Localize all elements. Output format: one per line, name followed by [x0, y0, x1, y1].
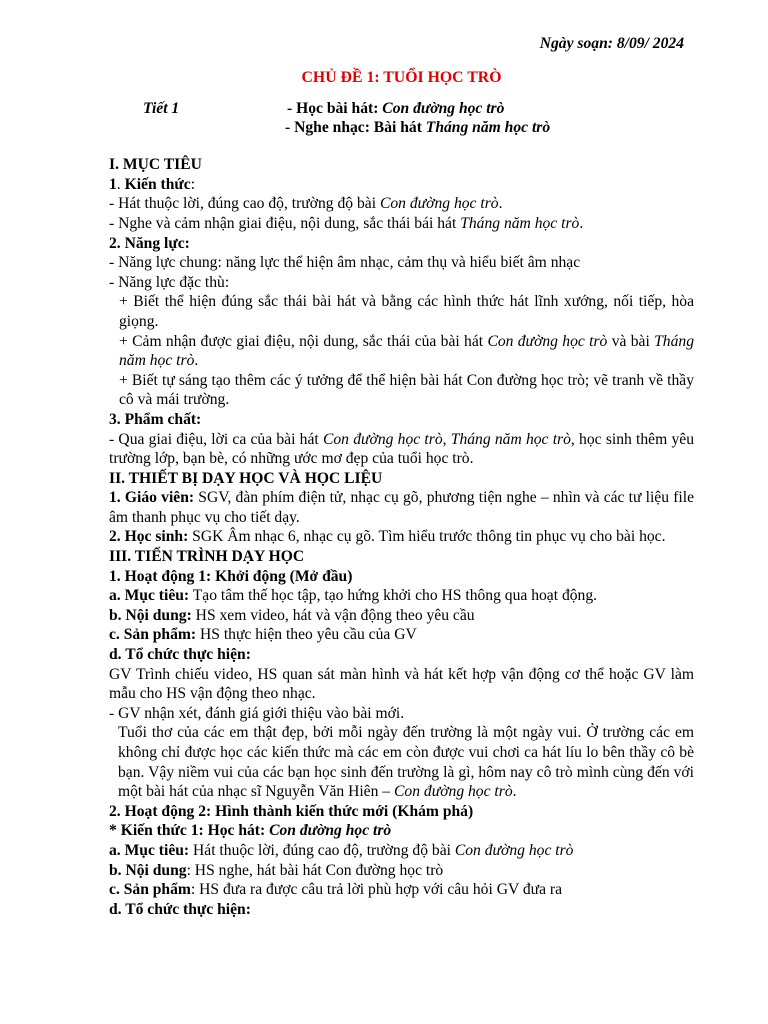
text: ,: [442, 430, 451, 448]
text: .: [194, 352, 199, 370]
date-text: Ngày soạn: 8/09/ 2024: [539, 35, 684, 52]
section-2-heading: II. THIẾT BỊ DẠY HỌC VÀ HỌC LIỆU: [109, 469, 383, 487]
topic-title: CHỦ ĐỀ 1: TUỔI HỌC TRÒ: [301, 68, 502, 86]
student-label: 2. Học sinh:: [109, 528, 189, 546]
knowledge-number: 1: [109, 175, 117, 193]
document-page: [109, 30, 694, 919]
quality-heading: 3. Phẩm chất:: [109, 410, 202, 428]
text: .: [579, 214, 584, 232]
lesson-line-1: [287, 99, 504, 119]
song-title: Tháng năm học trò: [119, 332, 694, 370]
lesson-line-2-prefix: - Nghe nhạc: Bài hát: [285, 119, 426, 137]
label: c. Sản phẩm: [109, 881, 191, 899]
knowledge-title: Kiến thức: [124, 175, 191, 193]
date-line: [109, 34, 694, 54]
competency-item-4: [109, 332, 694, 371]
competency-item-3: + Biết thể hiện đúng sắc thái bài hát và bằng các hình thức hát lĩnh xướng, nối tiếp, hòa giọng.: [119, 293, 694, 330]
section-process: [109, 547, 694, 919]
text: Hát thuộc lời, đúng cao độ, trường độ bài: [189, 841, 455, 859]
teacher-number: 1: [109, 489, 117, 507]
text: Tạo tâm thế học tập, tạo hứng khởi cho HS thông qua hoạt động.: [189, 587, 598, 605]
text: và bài: [607, 332, 655, 350]
activity-2-heading: 2. Hoạt động 2: Hình thành kiến thức mới (Khám phá): [109, 802, 474, 820]
lesson-line-1-prefix: - Học bài hát:: [287, 100, 383, 118]
knowledge-heading: [109, 175, 694, 195]
activity-1-step-2: - GV nhận xét, đánh giá giới thiệu vào bài mới.: [109, 704, 405, 722]
text: .: [512, 783, 517, 801]
song-title: Con đường học trò: [487, 332, 608, 350]
text: * Kiến thức 1: Học hát:: [109, 822, 270, 840]
knowledge-1-heading: [109, 821, 694, 841]
knowledge-item-2: [109, 214, 694, 234]
quality-item: [109, 430, 694, 469]
section-equipment: [109, 469, 694, 547]
label: c. Sản phẩm:: [109, 626, 197, 644]
section-3-heading: III. TIẾN TRÌNH DẠY HỌC: [109, 548, 305, 566]
text: Tuổi thơ của các em thật đẹp, bởi mỗi ngày đến trường là một ngày vui. Ở trường các em không chỉ được học các kiến thức mà các em còn được vui chơi ca hát líu lo bên thầy cô bè bạn. Vậy niềm vui của các bạn học sinh đến trường là gì, hôm nay cô trò mình cùng đến với một bài hát của nhạc sĩ Nguyễn Văn Hiên –: [118, 724, 694, 801]
activity-1-intro-paragraph: [109, 723, 694, 801]
label: a. Mục tiêu:: [109, 587, 190, 605]
student-text: SGK Âm nhạc 6, nhạc cụ gõ. Tìm hiểu trước thông tin phục vụ cho bài học.: [188, 528, 666, 546]
activity-2-organize-heading: d. Tổ chức thực hiện:: [109, 900, 251, 918]
teacher-label: . Giáo viên:: [116, 489, 195, 507]
text: HS xem video, hát và vận động theo yêu cầu: [191, 606, 475, 624]
text: + Cảm nhận được giai điệu, nội dung, sắc thái của bài hát: [119, 332, 488, 350]
activity-1-step-1: GV Trình chiếu video, HS quan sát màn hình và hát kết hợp vận động cơ thể hoặc GV làm mẫu cho HS vận động theo nhạc.: [109, 665, 694, 703]
text: HS thực hiện theo yêu cầu của GV: [196, 626, 417, 644]
song-title: Con đường học trò: [379, 195, 499, 213]
lesson-header: [109, 99, 694, 139]
lesson-line-2-song: Tháng năm học trò: [425, 119, 551, 137]
knowledge-item-1: [109, 194, 694, 214]
song-title: Con đường học trò: [454, 841, 574, 859]
teacher-text: SGV, đàn phím điện tử, nhạc cụ gõ, phương tiện nghe – nhìn và các tư liệu file âm thanh phục vụ cho tiết dạy.: [109, 489, 695, 526]
student-equipment: [109, 527, 694, 547]
text: .: [498, 195, 503, 213]
competency-item-2: - Năng lực đặc thù:: [109, 273, 230, 291]
song-title: Tháng năm học trò: [450, 430, 571, 448]
competency-item-5: + Biết tự sáng tạo thêm các ý tưởng để thể hiện bài hát Con đường học trò; vẽ tranh về thầy cô và mái trường.: [119, 371, 694, 409]
text: : HS đưa ra được câu trả lời phù hợp với câu hỏi GV đưa ra: [190, 881, 563, 899]
knowledge-colon: :: [190, 175, 196, 193]
song-title: Con đường học trò: [322, 430, 443, 448]
song-title: Con đường học trò: [269, 822, 392, 840]
activity-1-goal: [109, 586, 694, 606]
competency-item-1: - Năng lực chung: năng lực thể hiện âm nhạc, cảm thụ và hiểu biết âm nhạc: [109, 254, 581, 272]
song-title: Tháng năm học trò: [460, 214, 580, 232]
teacher-equipment: [109, 488, 694, 527]
activity-1-organize-heading: d. Tổ chức thực hiện:: [109, 646, 251, 664]
activity-1-heading: 1. Hoạt động 1: Khởi động (Mở đầu): [109, 567, 353, 585]
activity-2-content: [109, 861, 694, 881]
label: b. Nội dung: [109, 861, 187, 879]
section-objectives: [109, 155, 694, 469]
activity-1-content: [109, 606, 694, 626]
text: , học sinh thêm yêu trường lớp, bạn bè, có những ước mơ đẹp của tuổi học trò.: [109, 430, 694, 468]
section-1-heading: I. MỤC TIÊU: [109, 156, 202, 174]
activity-2-product: [109, 880, 694, 900]
text: : HS nghe, hát bài hát Con đường học trò: [186, 861, 444, 879]
lesson-line-1-song: Con đường học trò: [382, 100, 505, 118]
label: b. Nội dung:: [109, 606, 192, 624]
activity-1-product: [109, 625, 694, 645]
text: - Qua giai điệu, lời ca của bài hát: [109, 430, 323, 448]
lesson-line-2: [285, 118, 550, 138]
competency-heading: 2. Năng lực:: [109, 234, 190, 252]
activity-2-goal: [109, 841, 694, 861]
label: a. Mục tiêu:: [109, 841, 190, 859]
text: - Nghe và cảm nhận giai điệu, nội dung, sắc thái bái hát: [109, 214, 461, 232]
lesson-label: Tiết 1: [143, 100, 180, 118]
song-title: Con đường học trò: [394, 783, 513, 801]
text: - Hát thuộc lời, đúng cao độ, trường độ bài: [109, 195, 380, 213]
knowledge-dot: .: [116, 175, 125, 193]
